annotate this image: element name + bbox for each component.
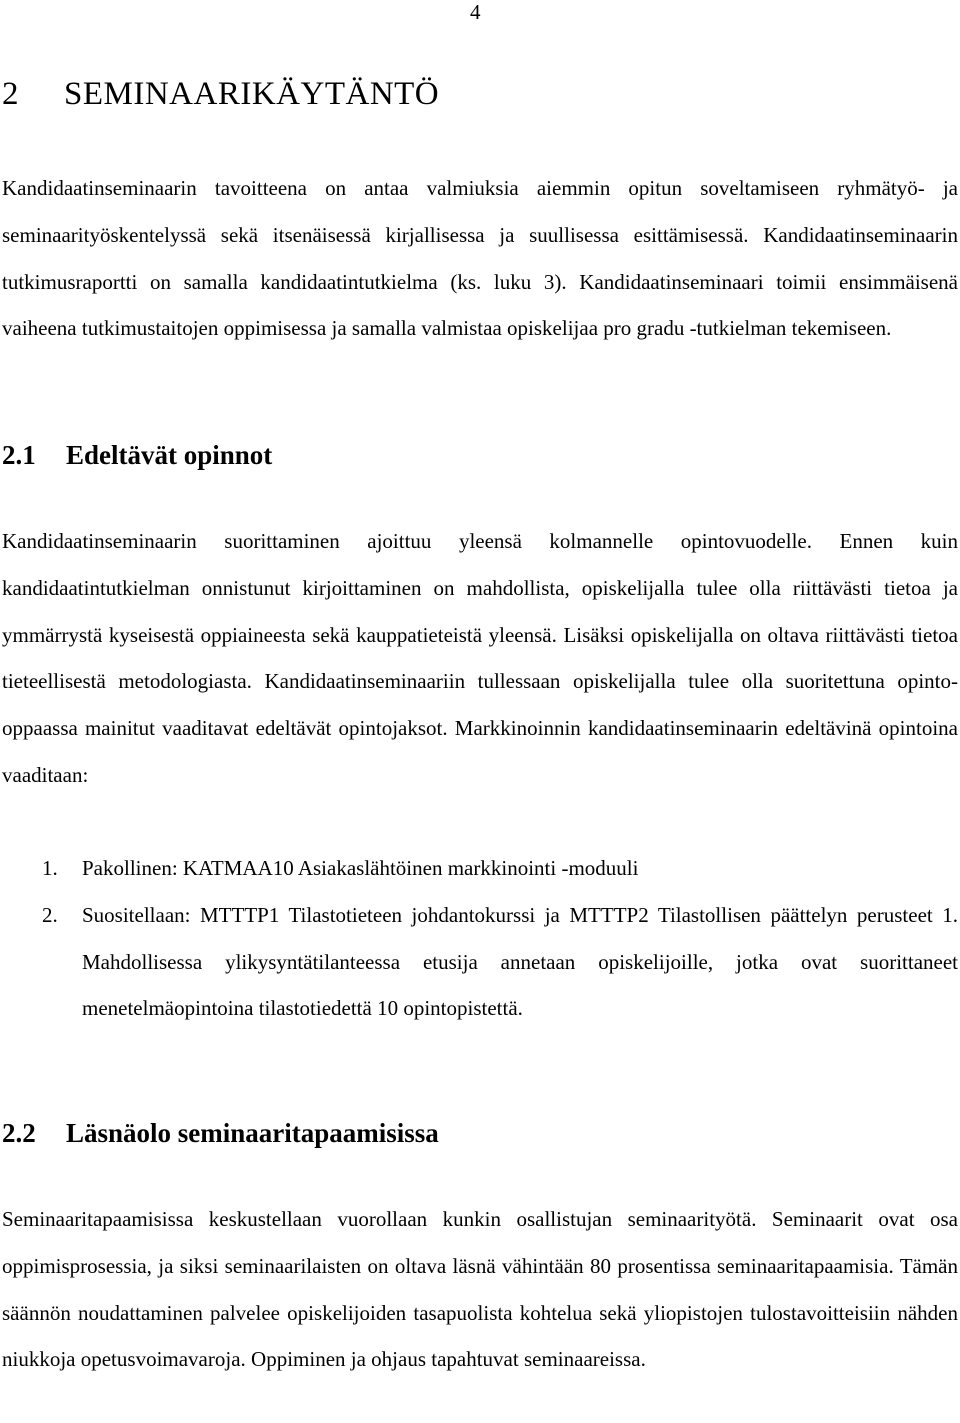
section-2-2-title: Läsnäolo seminaaritapaamisissa xyxy=(66,1118,439,1148)
requirements-list xyxy=(0,845,958,1032)
section-2-1-title: Edeltävät opinnot xyxy=(66,440,273,470)
section-2-2-heading xyxy=(2,1116,439,1150)
requirement-marker: 1. xyxy=(42,856,58,880)
requirement-marker: 2. xyxy=(42,902,58,927)
section-2-1-number: 2.1 xyxy=(2,440,36,470)
section-2-1-heading xyxy=(2,438,272,472)
requirement-item xyxy=(0,845,958,892)
page-number: 4 xyxy=(470,0,481,24)
requirement-text: Pakollinen: KATMAA10 Asiakaslähtöinen markkinointi -moduuli xyxy=(82,856,639,880)
chapter-intro-paragraph: Kandidaatinseminaarin tavoitteena on antaa valmiuksia aiemmin opitun soveltamiseen ryhmätyö- ja seminaarityöskentelyssä sekä itsenäisessä kirjallisessa ja suullisessa esittämisessä. Kandidaatinseminaarin tutkimusraportti on samalla kandidaatintutkielma (ks. luku 3). Kandidaatinseminaari toimii ensimmäisenä vaiheena tutkimustaitojen oppimisessa ja samalla valmistaa opiskelijaa pro gradu -tutkielman tekemiseen. xyxy=(2,176,958,341)
section-2-2-paragraph: Seminaaritapaamisissa keskustellaan vuorollaan kunkin osallistujan seminaarityötä. Seminaarit ovat osa oppimisprosessia, ja siksi seminaarilaisten on oltava läsnä vähintään 80 prosentissa seminaaritapaamisia. Tämän säännön noudattaminen palvelee opiskelijoiden tasapuolista kohtelua sekä yliopistojen tulostavoitteisiin nähden niukkoja opetusvoimavaroja. Oppiminen ja ohjaus tapahtuvat seminaareissa. xyxy=(2,1207,958,1372)
chapter-number: 2 xyxy=(2,76,19,112)
chapter-heading xyxy=(2,74,439,114)
section-2-2-number: 2.2 xyxy=(2,1118,36,1148)
chapter-title: SEMINAARIKÄYTÄNTÖ xyxy=(64,76,440,112)
requirement-text: Suositellaan: MTTTP1 Tilastotieteen johdantokurssi ja MTTTP2 Tilastollisen päättelyn perusteet 1. Mahdollisessa ylikysyntätilanteessa etusija annetaan opiskelijoille, jotka ovat suorittaneet menetelmäopintoina tilastotiedettä 10 opintopistettä. xyxy=(82,902,958,1021)
section-2-1-paragraph: Kandidaatinseminaarin suorittaminen ajoittuu yleensä kolmannelle opintovuodelle. Ennen kuin kandidaatintutkielman onnistunut kirjoittaminen on mahdollista, opiskelijalla tulee olla riittävästi tietoa ja ymmärrystä kyseisestä oppiaineesta sekä kauppatieteistä yleensä. Lisäksi opiskelijalla on oltava riittävästi tietoa tieteellisestä metodologiasta. Kandidaatinseminaariin tullessaan opiskelijalla tulee olla suoritettuna opinto-oppaassa mainitut vaaditavat edeltävät opintojaksot. Markkinoinnin kandidaatinseminaarin edeltävinä opintoina vaaditaan: xyxy=(2,529,958,787)
requirement-item xyxy=(0,892,958,1032)
